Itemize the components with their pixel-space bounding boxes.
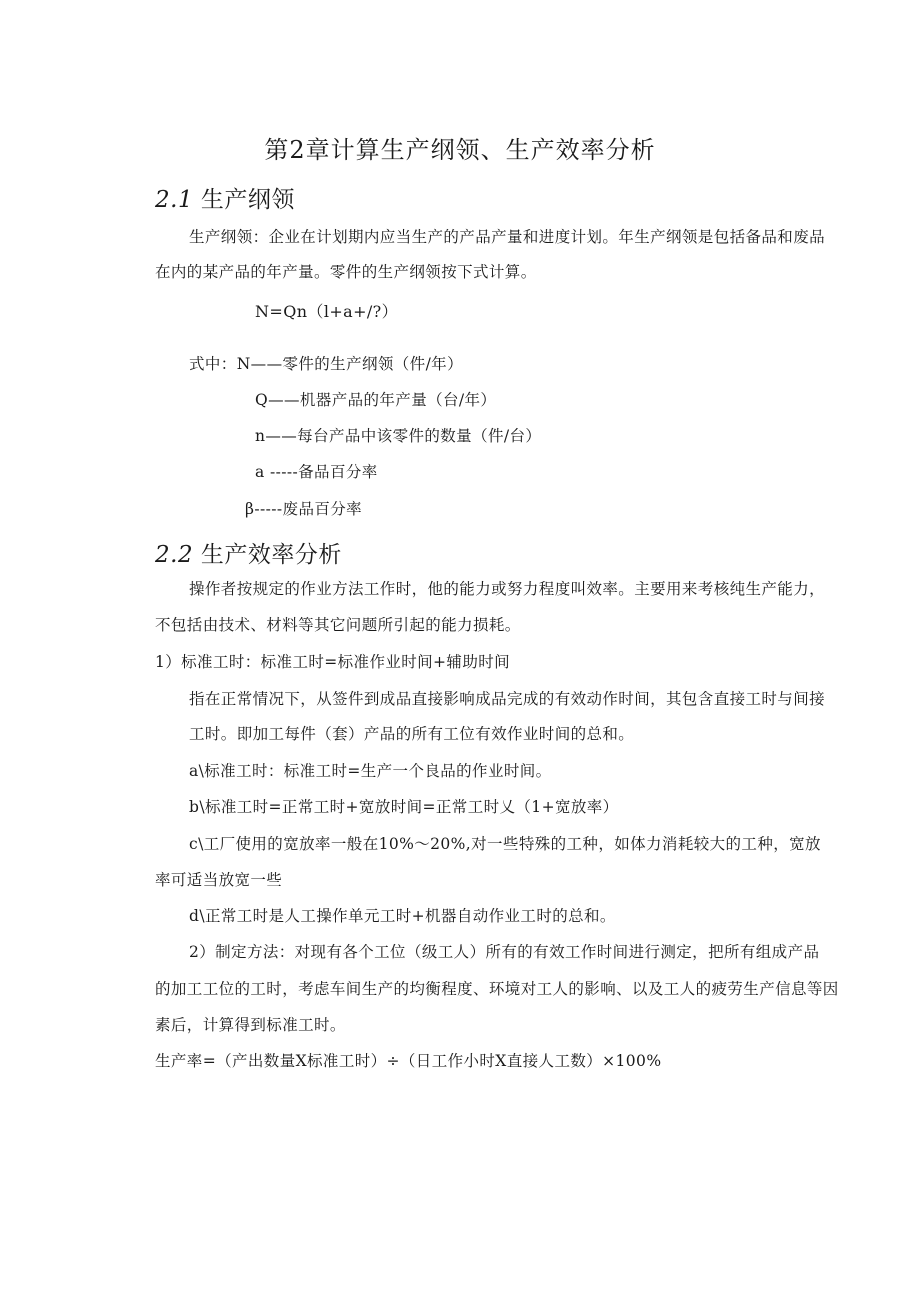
paragraph-line: 工时。即加工每件（套）产品的所有工位有效作业时间的总和。: [189, 725, 635, 743]
section-title: 生产纲领: [200, 187, 295, 213]
formula-legend-n-count: n——每台产品中该零件的数量（件/台）: [255, 427, 542, 445]
formula-legend-beta: β-----废品百分率: [245, 500, 363, 518]
sub-item-b: b\标准工时=正常工时+宽放时间=正常工时乂（1+宽放率）: [189, 798, 619, 816]
paragraph-line: 率可适当放宽一些: [155, 871, 283, 889]
paragraph-line: 生产纲领：企业在计划期内应当生产的产品产量和进度计划。年生产纲领是包括备品和废品: [189, 228, 826, 246]
sub-item-c: c\工厂使用的宽放率一般在10%～20%,对一些特殊的工种，如体力消耗较大的工种，宽放: [189, 835, 821, 853]
paragraph-line: 指在正常情况下，从签件到成品直接影响成品完成的有效动作时间，其包含直接工时与间接: [189, 690, 826, 708]
sub-item-d: d\正常工时是人工操作单元工时+机器自动作业工时的总和。: [189, 907, 616, 925]
page-title: 第2章计算生产纲领、生产效率分析: [264, 136, 656, 164]
formula: N=Qn（l+a+/?）: [255, 302, 399, 321]
formula-legend-n: 式中：N——零件的生产纲领（件/年）: [189, 355, 463, 373]
productivity-formula: 生产率=（产出数量X标准工时）÷（日工作小时X直接人工数）×100%: [155, 1052, 662, 1070]
section-title: 生产效率分析: [200, 542, 342, 568]
paragraph-line: 的加工工位的工时，考虑车间生产的均衡程度、环境对工人的影响、以及工人的疲劳生产信息等因: [155, 980, 839, 998]
section-heading-2-2: [155, 536, 342, 569]
section-number: 2.2: [155, 542, 194, 568]
paragraph-line: 在内的某产品的年产量。零件的生产纲领按下式计算。: [155, 263, 537, 281]
paragraph-line: 素后，计算得到标准工时。: [155, 1016, 346, 1034]
sub-item-a: a\标准工时：标准工时=生产一个良品的作业时间。: [189, 762, 552, 780]
section-number: 2.1: [155, 187, 194, 213]
list-item-2: 2）制定方法：对现有各个工位（级工人）所有的有效工作时间进行测定，把所有组成产品: [189, 943, 820, 961]
formula-legend-q: Q——机器产品的年产量（台/年）: [255, 391, 497, 409]
formula-legend-a: a -----备品百分率: [255, 463, 378, 481]
paragraph-line: 不包括由技术、材料等其它问题所引起的能力损耗。: [155, 616, 521, 634]
paragraph-line: 操作者按规定的作业方法工作时，他的能力或努力程度叫效率。主要用来考核纯生产能力，: [189, 580, 826, 598]
list-item-1: 1）标准工时：标准工时=标准作业时间+辅助时间: [155, 653, 511, 671]
section-heading-2-1: [155, 181, 295, 214]
